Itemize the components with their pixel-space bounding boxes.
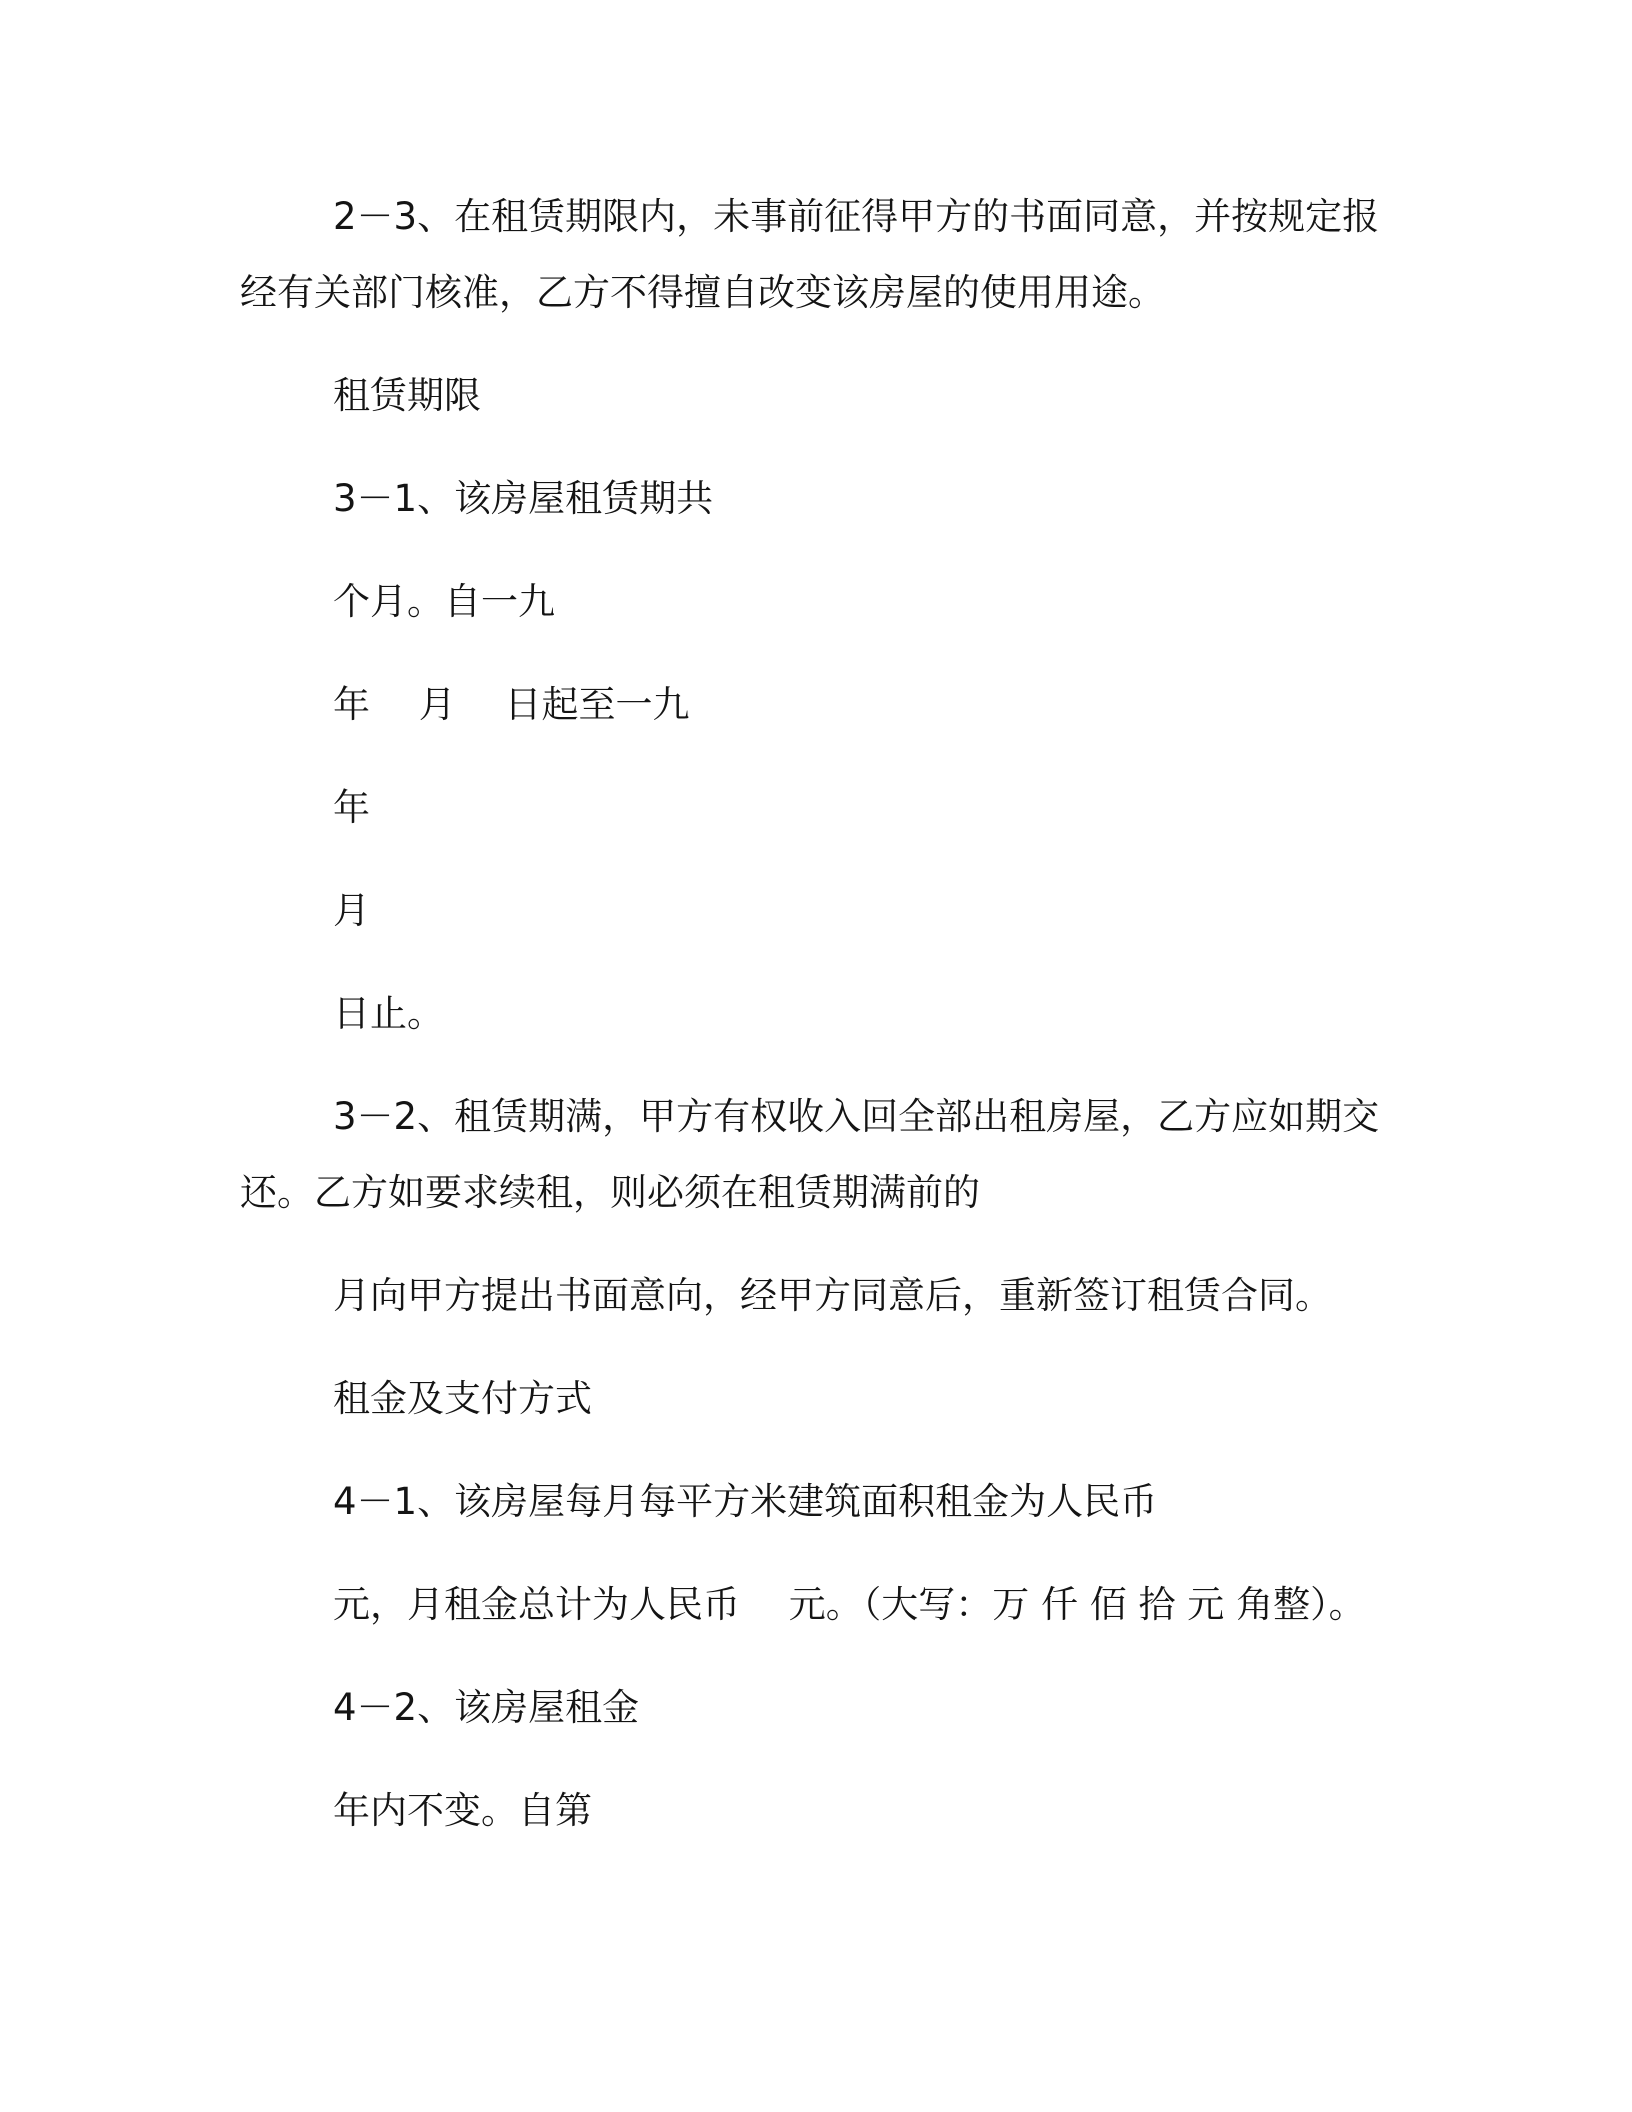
paragraph-line: 日止。 xyxy=(333,992,444,1035)
paragraph-line: 2－3、在租赁期限内，未事前征得甲方的书面同意，并按规定报 xyxy=(333,195,1380,238)
paragraph-line: 4－2、该房屋租金 xyxy=(333,1686,640,1729)
paragraph-line: 年内不变。自第 xyxy=(333,1789,592,1832)
paragraph-line: 年 月 日起至一九 xyxy=(333,683,690,726)
section-heading-rent-payment xyxy=(240,1361,1440,1437)
clause-3-1 xyxy=(240,461,1440,537)
clause-4-2 xyxy=(240,1670,1440,1746)
clause-3-1-end-month xyxy=(240,873,1440,949)
clause-3-1-end-day xyxy=(240,976,1440,1052)
clause-4-1 xyxy=(240,1464,1440,1540)
paragraph-line: 月 xyxy=(333,889,370,932)
paragraph-line: 个月。自一九 xyxy=(333,580,555,623)
paragraph-line: 年 xyxy=(333,786,370,829)
clause-4-2-period xyxy=(240,1773,1440,1849)
paragraph-line: 月向甲方提出书面意向，经甲方同意后，重新签订租赁合同。 xyxy=(333,1274,1332,1317)
clause-3-2-renewal xyxy=(240,1258,1440,1334)
document-body xyxy=(240,179,1440,1876)
clause-3-1-months xyxy=(240,564,1440,640)
section-heading: 租赁期限 xyxy=(333,374,481,417)
clause-3-2 xyxy=(240,1079,1440,1231)
clause-4-1-total xyxy=(240,1567,1440,1643)
clause-2-3 xyxy=(240,179,1440,331)
paragraph-line: 4－1、该房屋每月每平方米建筑面积租金为人民币 xyxy=(333,1480,1158,1523)
clause-3-1-start-date xyxy=(240,667,1440,743)
paragraph-line: 还。乙方如要求续租，则必须在租赁期满前的 xyxy=(240,1171,980,1214)
paragraph-line: 经有关部门核准，乙方不得擅自改变该房屋的使用用途。 xyxy=(240,271,1165,314)
section-heading-lease-term xyxy=(240,358,1440,434)
paragraph-line: 3－2、租赁期满，甲方有权收入回全部出租房屋，乙方应如期交 xyxy=(333,1095,1380,1138)
paragraph-line: 3－1、该房屋租赁期共 xyxy=(333,477,714,520)
paragraph-line: 元，月租金总计为人民币 元。（大写：万 仟 佰 拾 元 角整）。 xyxy=(333,1583,1366,1626)
clause-3-1-end-year xyxy=(240,770,1440,846)
section-heading: 租金及支付方式 xyxy=(333,1377,592,1420)
